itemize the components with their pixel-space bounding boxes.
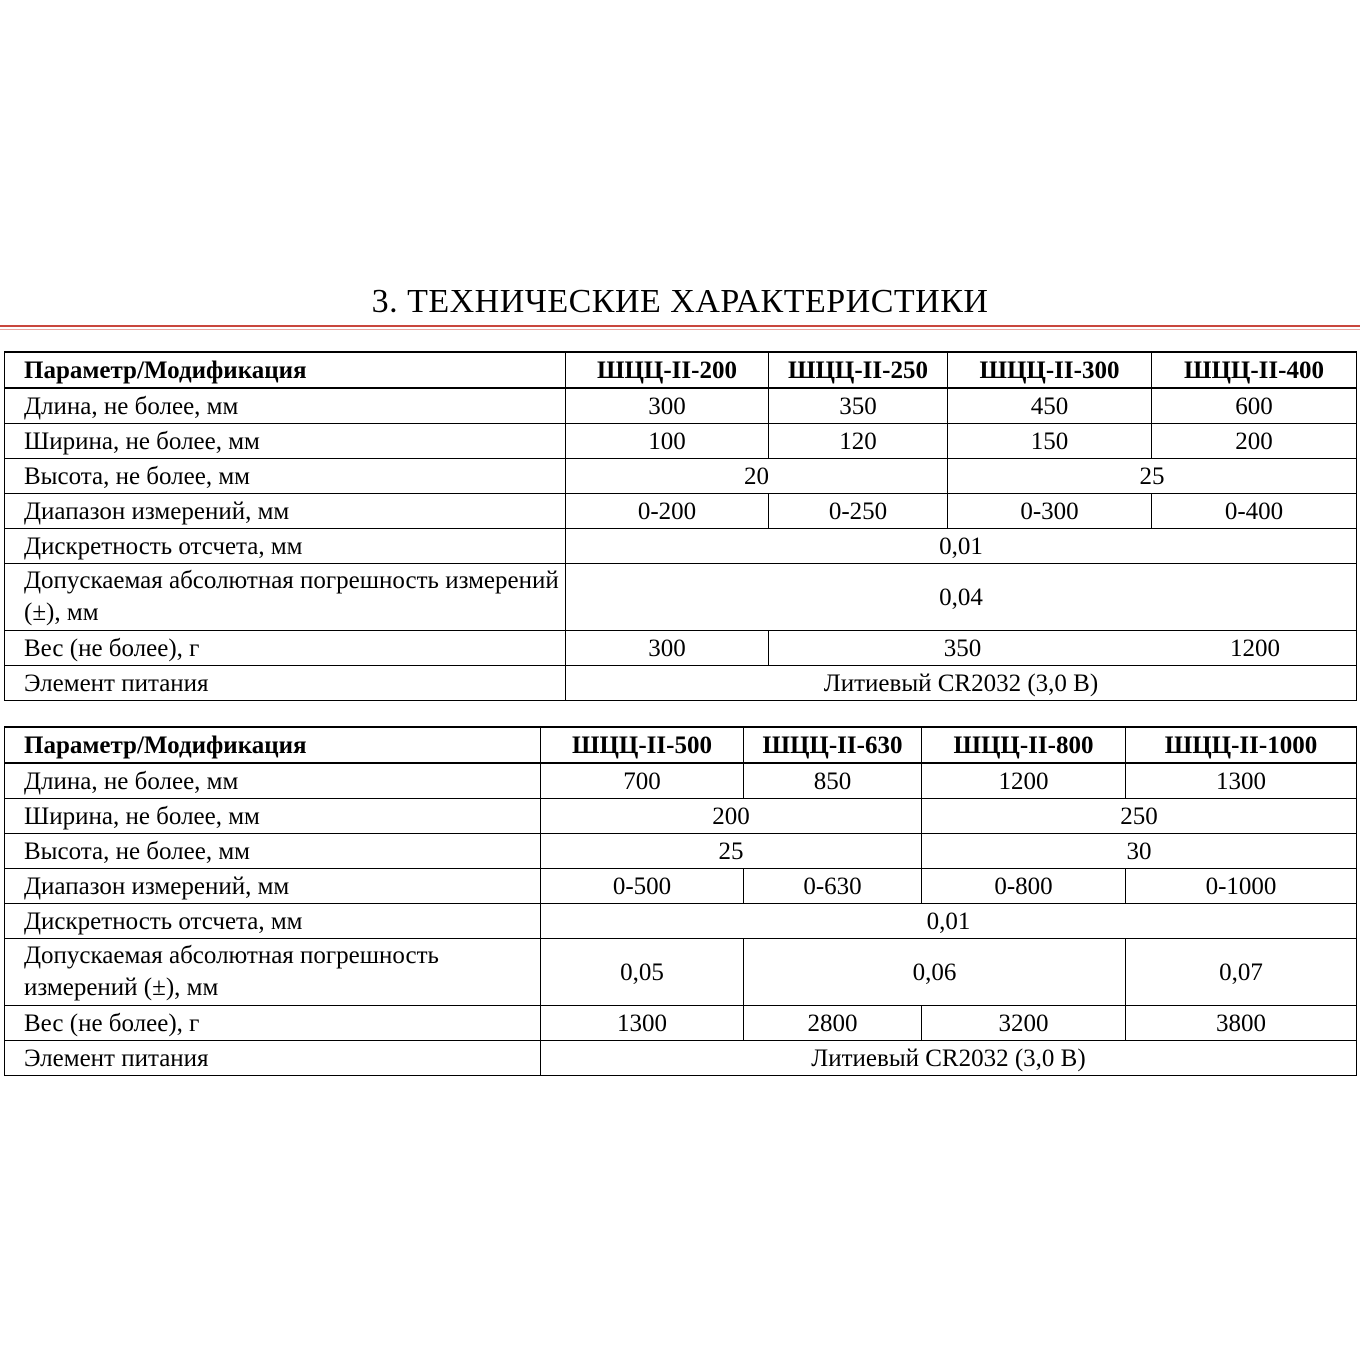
table-row-height [5, 834, 1357, 869]
cell-value: 1200 [1230, 634, 1280, 662]
cell: 300 [566, 388, 769, 424]
table-row-width [5, 799, 1357, 834]
row-label: Диапазон измерений, мм [5, 869, 541, 904]
spec-table-1 [4, 351, 1357, 701]
title-rule-secondary [0, 329, 1360, 330]
cell: 0,05 [541, 939, 744, 1006]
header-model: ШЦЦ-II-1000 [1126, 727, 1357, 763]
header-model: ШЦЦ-II-200 [566, 352, 769, 388]
cell: 150 [948, 424, 1152, 459]
cell: 1300 [1126, 763, 1357, 799]
table-row-range [5, 869, 1357, 904]
cell: 0,01 [566, 529, 1357, 564]
table-row-resolution [5, 529, 1357, 564]
cell: 1200 [922, 763, 1126, 799]
cell: 100 [566, 424, 769, 459]
row-label: Вес (не более), г [5, 631, 566, 666]
row-label: Ширина, не более, мм [5, 799, 541, 834]
cell: 2800 [744, 1006, 922, 1041]
row-label: Высота, не более, мм [5, 834, 541, 869]
cell: 0,06 [744, 939, 1126, 1006]
cell: 250 [922, 799, 1357, 834]
row-label: Допускаемая абсолютная погрешность измерений (±), мм [5, 564, 566, 631]
cell: Литиевый CR2032 (3,0 В) [566, 666, 1357, 701]
cell: 25 [541, 834, 922, 869]
cell: 0-200 [566, 494, 769, 529]
cell: 300 [566, 631, 769, 666]
table-row-length [5, 763, 1357, 799]
row-label: Допускаемая абсолютная погрешность измерений (±), мм [5, 939, 541, 1006]
cell: 200 [1152, 424, 1357, 459]
row-label: Элемент питания [5, 666, 566, 701]
cell: 700 [541, 763, 744, 799]
cell: 30 [922, 834, 1357, 869]
cell: 0-300 [948, 494, 1152, 529]
cell: 0,01 [541, 904, 1357, 939]
header-param: Параметр/Модификация [5, 352, 566, 388]
table-row-length [5, 388, 1357, 424]
table-row-range [5, 494, 1357, 529]
cell: 20 [566, 459, 948, 494]
cell: 600 [1152, 388, 1357, 424]
row-label: Диапазон измерений, мм [5, 494, 566, 529]
page-title: 3. ТЕХНИЧЕСКИЕ ХАРАКТЕРИСТИКИ [371, 283, 989, 320]
row-label: Дискретность отсчета, мм [5, 904, 541, 939]
title-rule [0, 325, 1360, 327]
spec-table-2 [4, 726, 1357, 1076]
cell: 3800 [1126, 1006, 1357, 1041]
table-row-error [5, 939, 1357, 1006]
table-row-battery [5, 666, 1357, 701]
cell [769, 631, 1357, 666]
header-model: ШЦЦ-II-300 [948, 352, 1152, 388]
row-label: Длина, не более, мм [5, 763, 541, 799]
cell: 0-400 [1152, 494, 1357, 529]
row-label: Ширина, не более, мм [5, 424, 566, 459]
cell: 200 [541, 799, 922, 834]
cell: 120 [769, 424, 948, 459]
cell: 0-1000 [1126, 869, 1357, 904]
table-header-row [5, 727, 1357, 763]
cell: 3200 [922, 1006, 1126, 1041]
header-model: ШЦЦ-II-250 [769, 352, 948, 388]
row-label: Вес (не более), г [5, 1006, 541, 1041]
table-header-row [5, 352, 1357, 388]
header-model: ШЦЦ-II-800 [922, 727, 1126, 763]
table-row-width [5, 424, 1357, 459]
header-param: Параметр/Модификация [5, 727, 541, 763]
table-row-weight [5, 631, 1357, 666]
header-model: ШЦЦ-II-500 [541, 727, 744, 763]
cell: 0-800 [922, 869, 1126, 904]
cell: 350 [769, 388, 948, 424]
table-row-resolution [5, 904, 1357, 939]
cell: 450 [948, 388, 1152, 424]
table-row-error [5, 564, 1357, 631]
cell: 0-630 [744, 869, 922, 904]
cell: 0,04 [566, 564, 1357, 631]
table-row-height [5, 459, 1357, 494]
cell: Литиевый CR2032 (3,0 В) [541, 1041, 1357, 1076]
row-label: Элемент питания [5, 1041, 541, 1076]
table-row-weight [5, 1006, 1357, 1041]
cell: 25 [948, 459, 1357, 494]
header-model: ШЦЦ-II-630 [744, 727, 922, 763]
table-row-battery [5, 1041, 1357, 1076]
row-label: Дискретность отсчета, мм [5, 529, 566, 564]
cell: 0-250 [769, 494, 948, 529]
row-label: Высота, не более, мм [5, 459, 566, 494]
row-label: Длина, не более, мм [5, 388, 566, 424]
cell: 1300 [541, 1006, 744, 1041]
cell: 0,07 [1126, 939, 1357, 1006]
header-model: ШЦЦ-II-400 [1152, 352, 1357, 388]
cell: 850 [744, 763, 922, 799]
cell-value: 350 [943, 634, 982, 662]
cell: 0-500 [541, 869, 744, 904]
